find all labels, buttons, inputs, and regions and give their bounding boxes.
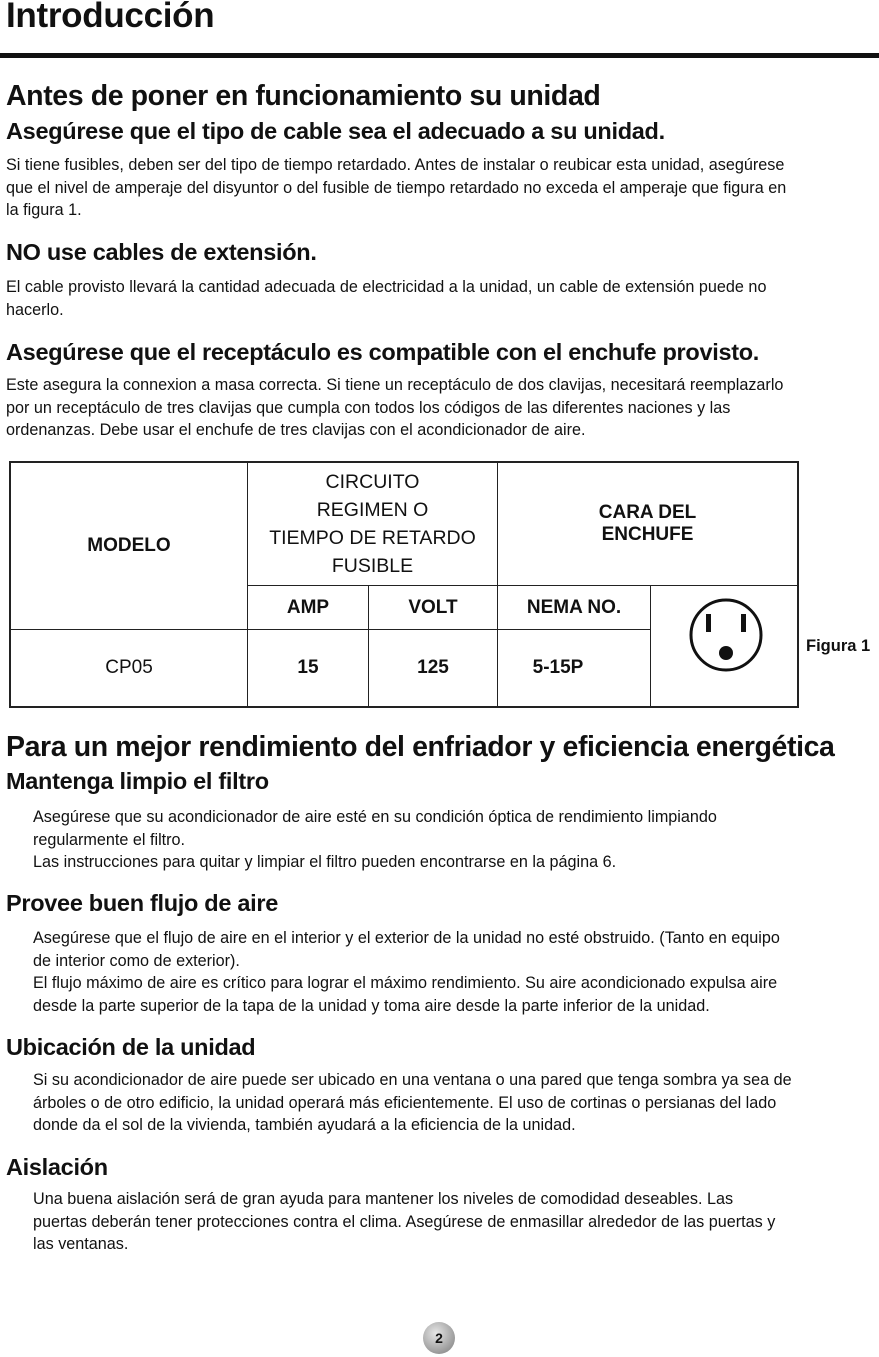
paragraph-airflow	[33, 927, 877, 1017]
text-line: Una buena aislación será de gran ayuda para mantener los niveles de comodidad deseables. Las	[33, 1190, 734, 1208]
text-line: las ventanas.	[33, 1235, 129, 1253]
text-line: árboles o de otro edificio, la unidad operará más eficientemente. El uso de cortinas o persianas del lado	[33, 1093, 777, 1112]
text-line: Asegúrese que su acondicionador de aire esté en su condición óptica de rendimiento limpiando	[33, 808, 717, 826]
paragraph-cable-type	[6, 154, 877, 222]
text-line: desde la parte superior de la tapa de la unidad y toma aire desde la parte inferior de la unidad.	[33, 996, 710, 1015]
text-line: Asegúrese que el flujo de aire en el interior y el exterior de la unidad no esté obstruido. (Tanto en equipo	[33, 929, 780, 947]
header-circuit-line: FUSIBLE	[331, 555, 414, 577]
subheader-volt: VOLT	[408, 596, 458, 618]
header-circuit-line: TIEMPO DE RETARDO	[269, 527, 476, 549]
subheading-clean-filter: Mantenga limpio el filtro	[6, 768, 269, 794]
outlet-face-icon	[688, 597, 764, 673]
text-line: hacerlo.	[6, 300, 64, 319]
cell-nema: 5-15P	[532, 657, 584, 678]
header-plug-face-line: CARA DEL	[598, 502, 697, 523]
figure-label: Figura 1	[806, 637, 871, 655]
title-rule	[0, 53, 879, 58]
text-line: por un receptáculo de tres clavijas que cumpla con todos los códigos de las diferentes naciones y las	[6, 398, 731, 417]
cell-amp: 15	[297, 657, 319, 678]
text-line: donde da el sol de la vivienda, también ayudará a la eficiencia de la unidad.	[33, 1116, 576, 1134]
header-plug-face	[498, 463, 797, 585]
subheading-unit-location: Ubicación de la unidad	[6, 1034, 256, 1060]
subheading-receptacle: Asegúrese que el receptáculo es compatible con el enchufe provisto.	[6, 339, 760, 365]
header-circuit-line: REGIMEN O	[316, 499, 429, 521]
paragraph-clean-filter	[33, 806, 877, 874]
header-circuit	[248, 463, 497, 585]
paragraph-no-extension	[6, 276, 877, 321]
subheading-insulation: Aislación	[6, 1154, 108, 1180]
subheader-amp: AMP	[286, 596, 330, 618]
header-model: MODELO	[87, 535, 171, 556]
subheading-airflow: Provee buen flujo de aire	[6, 890, 278, 916]
text-line: El cable provisto llevará la cantidad adecuada de electricidad a la unidad, un cable de extensión puede no	[6, 278, 767, 296]
section-heading-performance: Para un mejor rendimiento del enfriador y eficiencia energética	[6, 731, 835, 763]
text-line: ordenanzas. Debe usar el enchufe de tres clavijas con el acondicionador de aire.	[6, 421, 586, 439]
text-line: El flujo máximo de aire es crítico para lograr el máximo rendimiento. Su aire acondicionado expulsa aire	[33, 974, 778, 992]
text-line: Las instrucciones para quitar y limpiar el filtro pueden encontrarse en la página 6.	[33, 853, 617, 871]
text-line: que el nivel de amperaje del disyuntor o del fusible de tiempo retardado no exceda el amperaje que figura en	[6, 178, 787, 197]
header-circuit-line: CIRCUITO	[325, 471, 420, 493]
text-line: de interior como de exterior).	[33, 951, 240, 970]
page-number: 2	[423, 1322, 455, 1354]
spec-table	[9, 461, 799, 708]
paragraph-insulation	[33, 1188, 877, 1256]
header-plug-face-line: ENCHUFE	[601, 524, 694, 545]
subheader-nema: NEMA NO.	[526, 596, 622, 618]
text-line: regularmente el filtro.	[33, 830, 186, 849]
subheading-cable-type: Asegúrese que el tipo de cable sea el adecuado a su unidad.	[6, 118, 665, 144]
page-title: Introducción	[6, 0, 215, 35]
text-line: puertas deberán tener protecciones contra el clima. Asegúrese de enmasillar alrededor de las puertas y	[33, 1212, 776, 1231]
subheading-no-extension: NO use cables de extensión.	[6, 239, 317, 265]
text-line: Si su acondicionador de aire puede ser ubicado en una ventana o una pared que tenga sombra ya sea de	[33, 1071, 792, 1089]
paragraph-receptacle	[6, 374, 877, 442]
text-line: Si tiene fusibles, deben ser del tipo de tiempo retardado. Antes de instalar o reubicar esta unidad, asegúrese	[6, 156, 785, 174]
cell-volt: 125	[417, 657, 449, 678]
text-line: la figura 1.	[6, 201, 82, 219]
table-divider	[650, 585, 651, 706]
section-heading-before-operation: Antes de poner en funcionamiento su unidad	[6, 80, 601, 112]
cell-model: CP05	[105, 657, 153, 678]
text-line: Este asegura la connexion a masa correcta. Si tiene un receptáculo de dos clavijas, necesitará reemplazarlo	[6, 376, 784, 394]
paragraph-unit-location	[33, 1069, 877, 1137]
